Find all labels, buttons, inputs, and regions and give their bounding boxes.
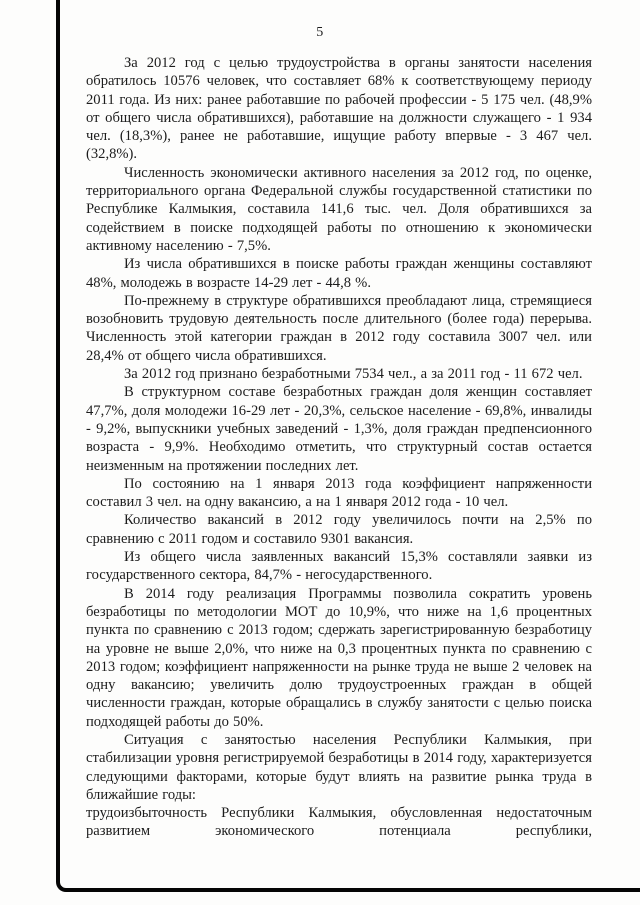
paragraph-11: Ситуация с занятостью населения Республики Калмыкия, при стабилизации уровня регистрируемой безработицы в 2014 году, характеризуется следующими факторами, которые будут влиять на развитие рынка труда в ближайшие годы: [86, 731, 592, 803]
document-body [86, 54, 592, 841]
paragraph-10: В 2014 году реализация Программы позволила сократить уровень безработицы по методологии МОТ до 10,9%, что ниже на 1,6 процентных пункта по сравнению с 2013 годом; сдержать зарегистрированную безработицу на уровне не выше 2,0%, что ниже на 0,3 процентных пункта по сравнению с 2013 годом; коэффициент напряженности на рынке труда не выше 2 человек на одну вакансию; увеличить долю трудоустроенных граждан в общей численности граждан, которые обращались в службу занятости с целью поиска подходящей работы до 50%. [86, 585, 592, 730]
paragraph-5: За 2012 год признано безработными 7534 чел., а за 2011 год - 11 672 чел. [124, 366, 583, 383]
page-number: 5 [316, 25, 324, 40]
paragraph-7: По состоянию на 1 января 2013 года коэффициент напряженности составил 3 чел. на одну вакансию, а на 1 января 2012 года - 10 чел. [86, 475, 592, 511]
paragraph-12: трудоизбыточность Республики Калмыкия, обусловленная недостаточным развитием экономического потенциала республики, [86, 805, 592, 840]
paragraph-2: Численность экономически активного населения за 2012 год, по оценке, территориального органа Федеральной службы государственной статистики по Республике Калмыкия, составила 141,6 тыс. чел. Доля обратившихся за содействием в поиске подходящей работы по отношению к экономически активному населению - 7,5%. [86, 164, 592, 254]
paragraph-6: В структурном составе безработных граждан доля женщин составляет 47,7%, доля молодежи 16-29 лет - 20,3%, сельское население - 69,8%, инвалиды - 9,2%, выпускники учебных заведений - 1,3%, доля граждан предпенсионного возраста - 9,9%. Необходимо отметить, что структурный состав остается неизменным на протяжении последних лет. [86, 384, 592, 474]
paragraph-8: Количество вакансий в 2012 году увеличилось почти на 2,5% по сравнению с 2011 годом и составило 9301 вакансия. [86, 512, 592, 547]
paragraph-4: По-прежнему в структуре обратившихся преобладают лица, стремящиеся возобновить трудовую деятельность после длительного (более года) перерыва. Численность этой категории граждан в 2012 году составила 3007 чел. или 28,4% от общего числа обратившихся. [86, 292, 592, 364]
paragraph-3: Из числа обратившихся в поиске работы граждан женщины составляют 48%, молодежь в возрасте 14-29 лет - 44,8 %. [86, 256, 592, 291]
paragraph-1: За 2012 год с целью трудоустройства в органы занятости населения обратилось 10576 человек, что составляет 68% к соответствующему периоду 2011 года. Из них: ранее работавшие по рабочей профессии - 5 175 чел. (48,9% от общего числа обратившихся), работавшие на должности служащего - 1 934 чел. (18,3%), ранее не работавшие, ищущие работу впервые - 3 467 чел. (32,8%). [86, 55, 592, 163]
paragraph-9: Из общего числа заявленных вакансий 15,3% составляли заявки из государственного сектора, 84,7% - негосударственного. [86, 549, 592, 584]
